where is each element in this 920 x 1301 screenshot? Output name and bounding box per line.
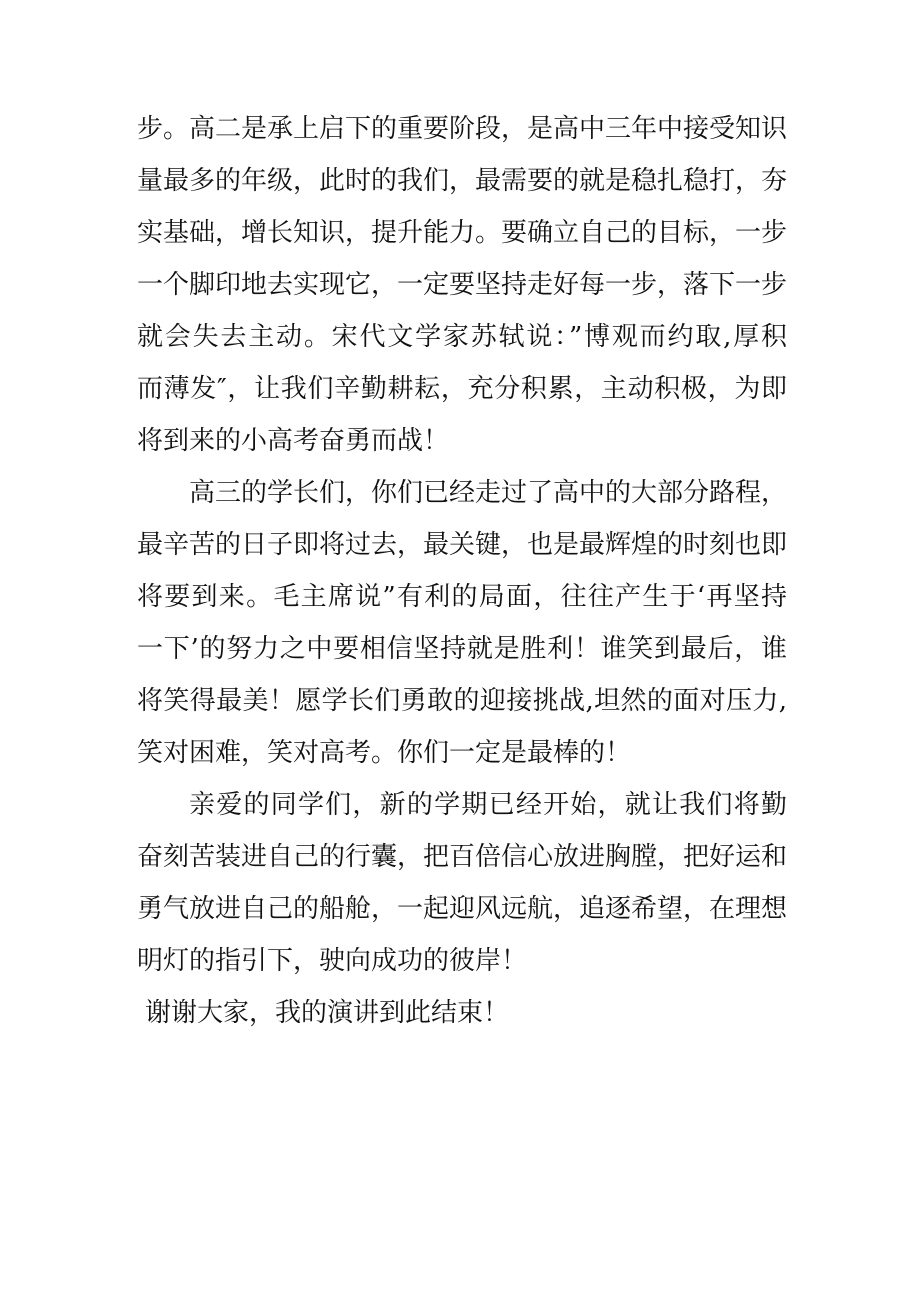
paragraph-2 [137, 467, 787, 779]
text-line: 高三的学长们，你们已经走过了高中的大部分路程， [189, 478, 788, 508]
text-line: 一下’的努力之中要相信坚持就是胜利！谁笑到最后，谁 [137, 634, 787, 664]
text-line: 奋刻苦装进自己的行囊，把百倍信心放进胸膛，把好运和 [137, 842, 788, 872]
text-line: 笑对困难，笑对高考。你们一定是最棒的！ [137, 738, 632, 768]
text-line: 而薄发″，让我们辛勤耕耘，充分积累，主动积极，为即 [137, 374, 787, 404]
speech-text [137, 103, 787, 1039]
closing-line: 谢谢大家，我的演讲到此结束！ [145, 998, 510, 1028]
text-line: 明灯的指引下，驶向成功的彼岸！ [137, 946, 528, 976]
text-line: 将笑得最美！愿学长们勇敢的迎接挑战,坦然的面对压力, [137, 686, 787, 716]
text-line: 就会失去主动。宋代文学家苏轼说：”博观而约取,厚积 [137, 322, 787, 352]
text-line: 将到来的小高考奋勇而战！ [137, 426, 450, 456]
text-line: 一个脚印地去实现它，一定要坚持走好每一步，落下一步 [137, 270, 788, 300]
text-line: 量最多的年级，此时的我们，最需要的就是稳扎稳打，夯 [137, 166, 788, 196]
paragraph-3 [137, 779, 787, 987]
text-line: 最辛苦的日子即将过去，最关键，也是最辉煌的时刻也即 [137, 530, 788, 560]
text-line: 实基础，增长知识，提升能力。要确立自己的目标，一步 [137, 218, 788, 248]
paragraph-1 [137, 103, 787, 467]
text-line: 勇气放进自己的船舱，一起迎风远航，追逐希望，在理想 [137, 894, 788, 924]
text-line: 将要到来。毛主席说”有利的局面，往往产生于‘再坚持 [137, 582, 787, 612]
text-line: 步。高二是承上启下的重要阶段，是高中三年中接受知识 [137, 114, 788, 144]
text-line: 亲爱的同学们，新的学期已经开始，就让我们将勤 [189, 790, 787, 820]
